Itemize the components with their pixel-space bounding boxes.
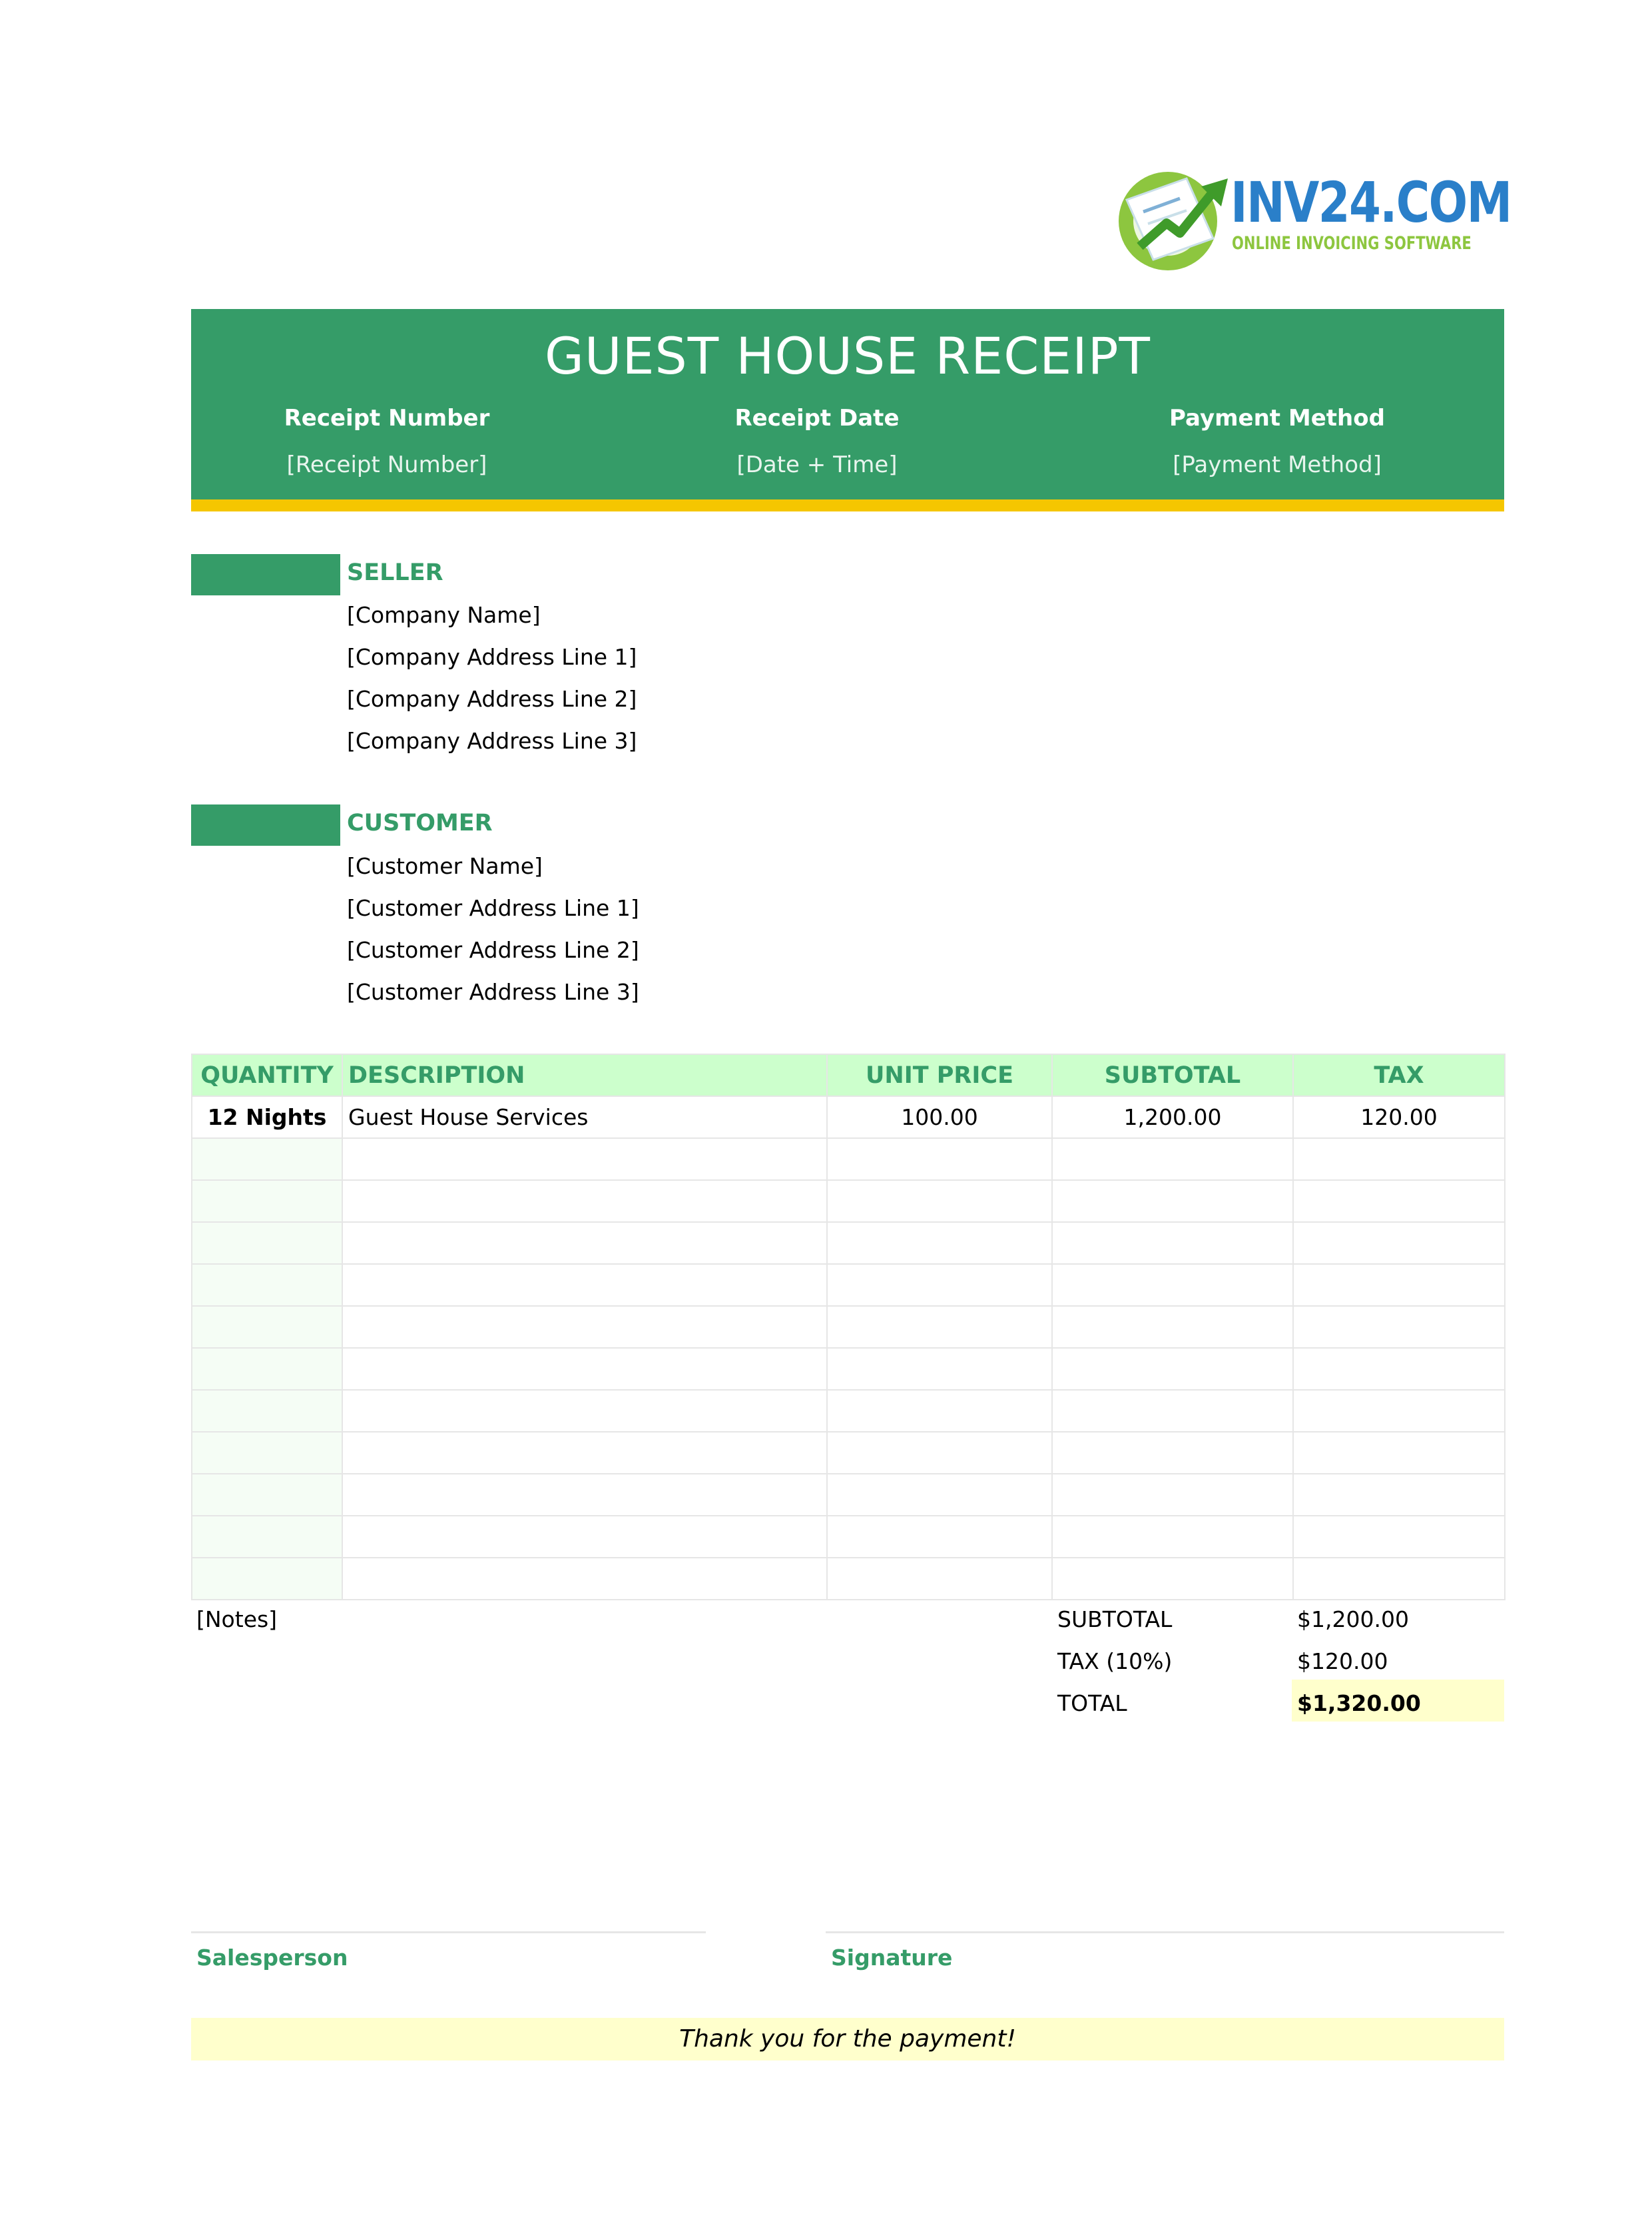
item-tax[interactable]: 120.00	[1293, 1096, 1505, 1138]
receipt-date-block	[631, 405, 1003, 478]
customer-line[interactable]: [Customer Address Line 1]	[347, 895, 639, 921]
signature-line[interactable]	[826, 1931, 1504, 1933]
table-row-empty[interactable]	[192, 1432, 1505, 1474]
table-row-empty[interactable]	[192, 1516, 1505, 1558]
table-row-empty[interactable]	[192, 1348, 1505, 1390]
salesperson-label: Salesperson	[196, 1945, 348, 1971]
customer-accent-bar	[191, 804, 340, 846]
thank-you-banner: Thank you for the payment!	[191, 2018, 1504, 2060]
seller-line[interactable]: [Company Address Line 3]	[347, 728, 637, 754]
notes-field[interactable]: [Notes]	[196, 1606, 278, 1632]
receipt-date-label: Receipt Date	[734, 405, 900, 432]
column-header-subtotal: SUBTOTAL	[1052, 1054, 1293, 1096]
table-row-empty[interactable]	[192, 1306, 1505, 1348]
customer-line[interactable]: [Customer Name]	[347, 853, 543, 879]
header-accent-stripe	[191, 499, 1504, 511]
seller-line[interactable]: [Company Address Line 2]	[347, 686, 637, 712]
item-description[interactable]: Guest House Services	[342, 1096, 827, 1138]
table-row-empty[interactable]	[192, 1390, 1505, 1432]
logo-tagline: ONLINE INVOICING SOFTWARE	[1232, 233, 1472, 254]
table-row-empty[interactable]	[192, 1222, 1505, 1264]
total-value: $1,320.00	[1297, 1690, 1421, 1716]
customer-title: CUSTOMER	[347, 810, 493, 836]
receipt-number-value[interactable]: [Receipt Number]	[286, 452, 487, 478]
customer-line[interactable]: [Customer Address Line 3]	[347, 979, 639, 1005]
seller-line[interactable]: [Company Name]	[347, 602, 541, 628]
logo-wordmark: INV24.COM	[1231, 170, 1512, 235]
tax-label: TAX (10%)	[1057, 1648, 1173, 1674]
table-row-empty[interactable]	[192, 1180, 1505, 1222]
subtotal-label: SUBTOTAL	[1057, 1606, 1173, 1632]
seller-title: SELLER	[347, 559, 443, 586]
payment-method-block	[1091, 405, 1464, 478]
receipt-title: GUEST HOUSE RECEIPT	[545, 326, 1151, 386]
item-subtotal[interactable]: 1,200.00	[1052, 1096, 1293, 1138]
seller-accent-bar	[191, 554, 340, 595]
payment-method-label: Payment Method	[1169, 405, 1385, 432]
payment-method-value[interactable]: [Payment Method]	[1173, 452, 1382, 478]
table-row-empty[interactable]	[192, 1558, 1505, 1600]
salesperson-signature-line[interactable]	[191, 1931, 706, 1933]
items-table	[191, 1054, 1506, 1600]
item-quantity[interactable]: 12 Nights	[192, 1096, 342, 1138]
tax-value: $120.00	[1297, 1648, 1388, 1674]
table-header-row	[192, 1054, 1505, 1096]
table-row	[192, 1096, 1505, 1138]
column-header-quantity: QUANTITY	[192, 1054, 342, 1096]
subtotal-value: $1,200.00	[1297, 1606, 1409, 1632]
receipt-number-label: Receipt Number	[284, 405, 490, 432]
logo-emblem-icon	[1113, 160, 1240, 272]
table-row-empty[interactable]	[192, 1264, 1505, 1306]
customer-line[interactable]: [Customer Address Line 2]	[347, 937, 639, 963]
column-header-tax: TAX	[1293, 1054, 1505, 1096]
column-header-unit-price: UNIT PRICE	[827, 1054, 1052, 1096]
signature-label: Signature	[831, 1945, 953, 1971]
table-row-empty[interactable]	[192, 1474, 1505, 1516]
item-unit-price[interactable]: 100.00	[827, 1096, 1052, 1138]
total-label: TOTAL	[1057, 1690, 1127, 1716]
receipt-date-value[interactable]: [Date + Time]	[736, 452, 898, 478]
receipt-number-block	[200, 405, 573, 478]
column-header-description: DESCRIPTION	[342, 1054, 827, 1096]
seller-line[interactable]: [Company Address Line 1]	[347, 644, 637, 670]
table-row-empty[interactable]	[192, 1138, 1505, 1180]
